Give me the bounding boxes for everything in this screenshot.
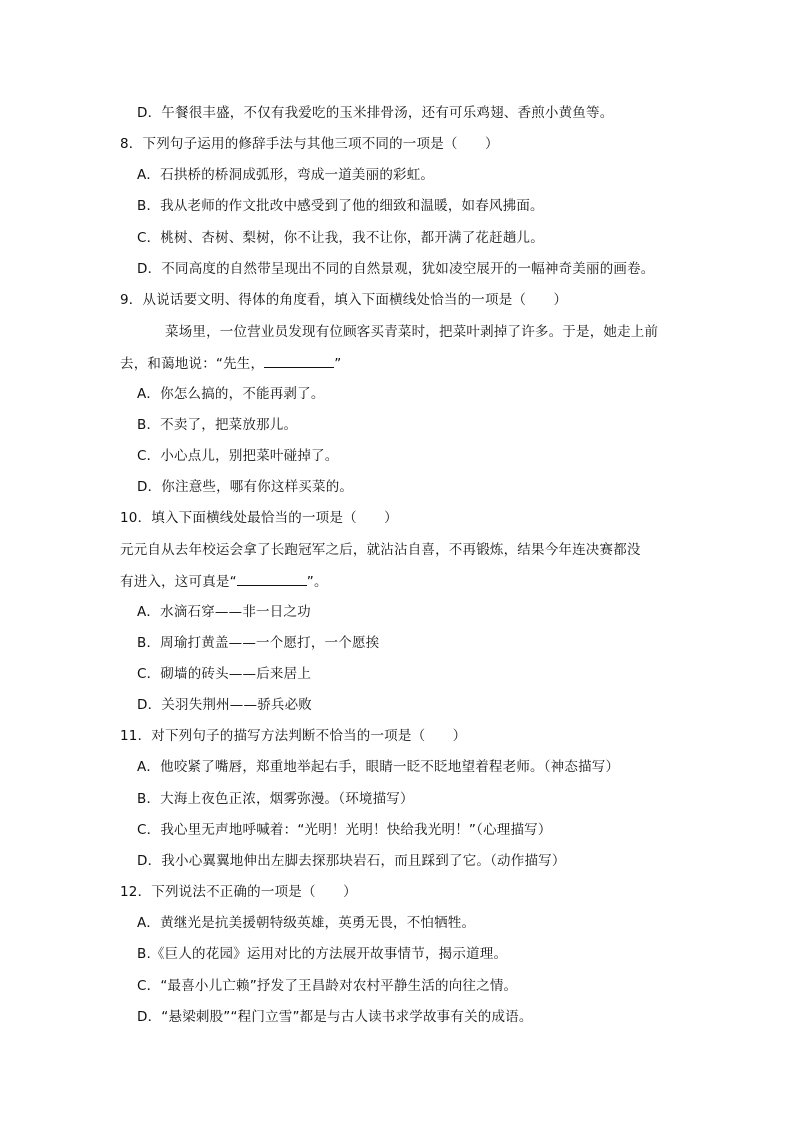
q9-passage-prefix: 去，和蔼地说：“先生， [120, 356, 265, 372]
q9-option-d: D．你注意些，哪有你这样买菜的。 [137, 479, 354, 495]
q12-stem: 12．下列说法不正确的一项是（ ） [120, 884, 357, 900]
q11-option-a: A．他咬紧了嘴唇，郑重地举起右手，眼睛一眨不眨地望着程老师。（神态描写） [137, 759, 620, 775]
q10-passage-line2 [120, 571, 328, 592]
q10-answer-blank [237, 571, 307, 586]
q10-option-b: B．周瑜打黄盖——一个愿打，一个愿挨 [137, 635, 380, 651]
q11-stem: 11．对下列句子的描写方法判断不恰当的一项是（ ） [120, 728, 467, 744]
q10-passage-suffix: ”。 [306, 574, 328, 590]
q8-option-a: A．石拱桥的桥洞成弧形，弯成一道美丽的彩虹。 [137, 167, 435, 183]
q9-option-c: C．小心点儿，别把菜叶碰掉了。 [137, 448, 339, 464]
q9-passage-line1: 菜场里，一位营业员发现有位顾客买青菜时，把菜叶剥掉了许多。于是，她走上前 [165, 324, 659, 340]
q11-option-d: D．我小心翼翼地伸出左脚去探那块岩石，而且踩到了它。（动作描写） [137, 853, 566, 869]
q10-passage-line1: 元元自从去年校运会拿了长跑冠军之后，就沾沾自喜，不再锻炼，结果今年连决赛都没 [120, 542, 641, 558]
q9-option-a: A．你怎么搞的，不能再剥了。 [137, 386, 325, 402]
q8-stem: 8．下列句子运用的修辞手法与其他三项不同的一项是（ ） [120, 136, 499, 152]
q9-passage-line2 [120, 353, 341, 374]
q9-answer-blank [264, 353, 334, 368]
q11-option-b: B．大海上夜色正浓，烟雾弥漫。（环境描写） [137, 791, 414, 807]
q8-option-d: D．不同高度的自然带呈现出不同的自然景观，犹如凌空展开的一幅神奇美丽的画卷。 [137, 261, 655, 277]
q9-option-b: B．不卖了，把菜放那儿。 [137, 417, 298, 433]
q10-option-d: D．关羽失荆州——骄兵必败 [137, 697, 312, 713]
q8-option-b: B．我从老师的作文批改中感受到了他的细致和温暖，如春风拂面。 [137, 198, 544, 214]
q10-option-c: C．砌墙的砖头——后来居上 [137, 666, 312, 682]
q7-option-d: D．午餐很丰盛，不仅有我爱吃的玉米排骨汤，还有可乐鸡翅、香煎小黄鱼等。 [137, 105, 614, 121]
q11-option-c: C．我心里无声地呼喊着：“光明！光明！快给我光明！”（心理描写） [137, 822, 552, 838]
q9-passage-suffix: ” [334, 356, 342, 372]
q12-option-b: B.《巨人的花园》运用对比的方法展开故事情节，揭示道理。 [137, 946, 508, 962]
q10-option-a: A．水滴石穿——非一日之功 [137, 604, 311, 620]
q12-option-a: A．黄继光是抗美援朝特级英雄，英勇无畏，不怕牺牲。 [137, 915, 476, 931]
q12-option-d: D．“悬梁刺股”“程门立雪”都是与古人读书求学故事有关的成语。 [137, 1009, 533, 1025]
q10-passage-prefix: 有进入，这可真是“ [120, 574, 237, 590]
q9-stem: 9．从说话要文明、得体的角度看，填入下面横线处恰当的一项是（ ） [120, 292, 568, 308]
q10-stem: 10．填入下面横线处最恰当的一项是（ ） [120, 510, 398, 526]
q12-option-c: C．“最喜小儿亡赖”抒发了王昌龄对农村平静生活的向往之情。 [137, 978, 518, 994]
q8-option-c: C．桃树、杏树、梨树，你不让我，我不让你，都开满了花赶趟儿。 [137, 230, 544, 246]
